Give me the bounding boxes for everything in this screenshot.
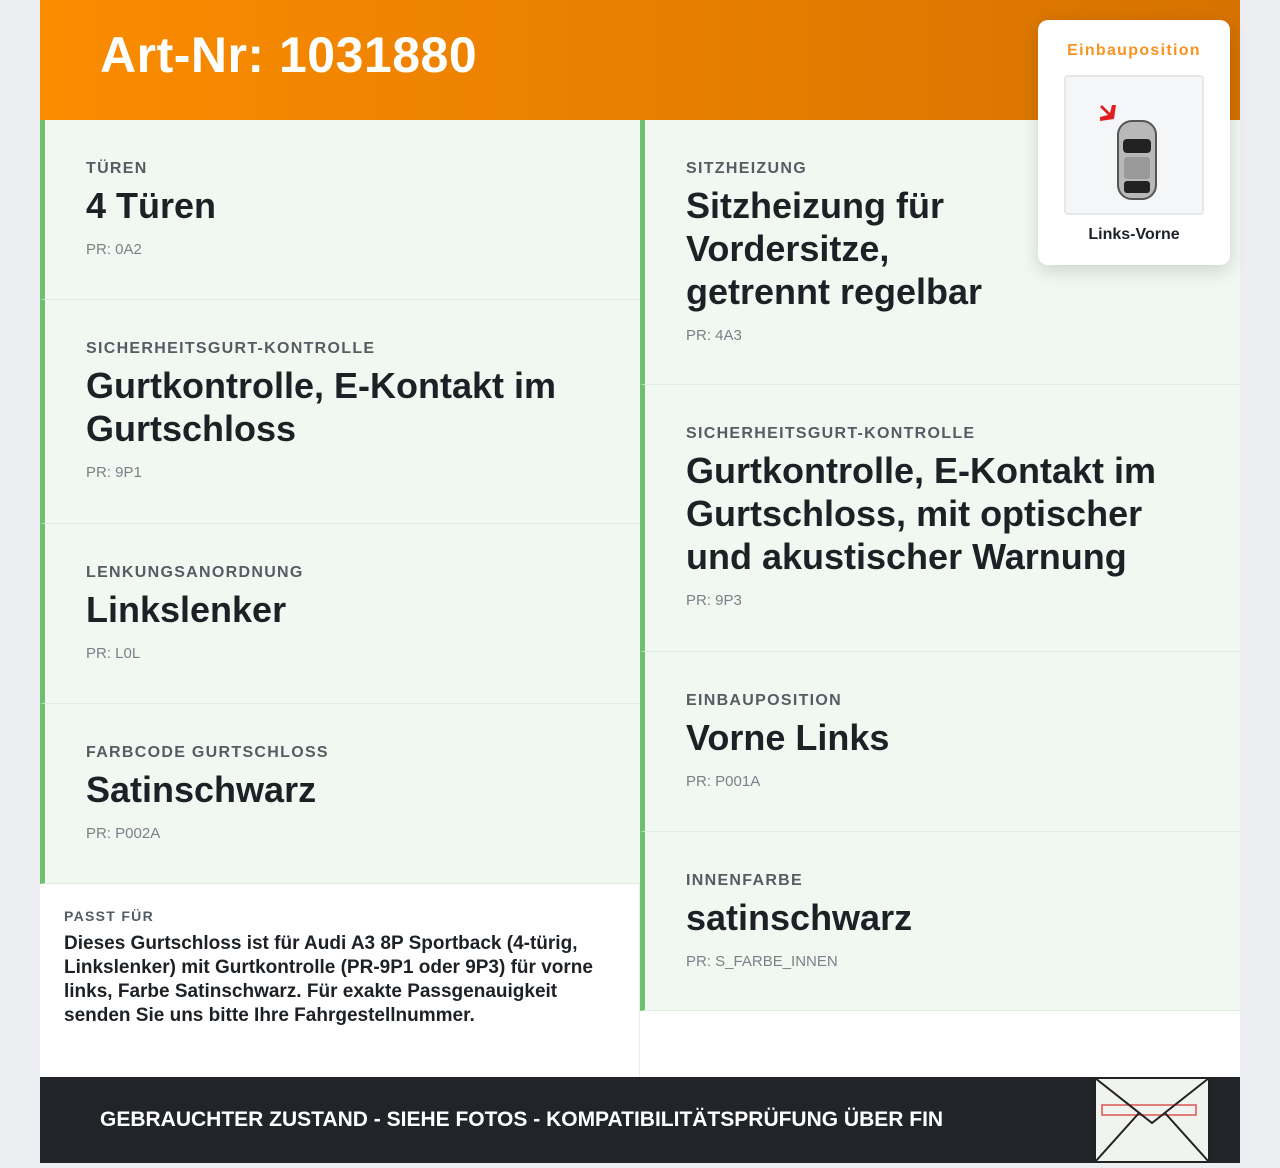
spec-value: Satinschwarz bbox=[86, 769, 317, 810]
spec-pr-code: PR: 4A3 bbox=[686, 327, 742, 344]
spec-label: EINBAUPOSITION bbox=[686, 692, 842, 709]
spec-card-belt-control-2 bbox=[640, 385, 1240, 652]
spec-label: FARBCODE GURTSCHLOSS bbox=[86, 744, 329, 761]
spec-pr-code: PR: P002A bbox=[86, 825, 161, 842]
spec-pr-code: PR: P001A bbox=[686, 773, 761, 790]
fits-label: PASST FÜR bbox=[64, 908, 154, 924]
spec-label: SICHERHEITSGURT-KONTROLLE bbox=[686, 425, 976, 442]
spec-label: INNENFARBE bbox=[686, 872, 804, 889]
position-caption: Links-Vorne bbox=[1088, 226, 1180, 243]
spec-card-belt-control bbox=[40, 300, 640, 524]
spec-pr-code: PR: S_FARBE_INNEN bbox=[686, 953, 838, 970]
spec-value: Gurtkontrolle, E-Kontakt im Gurtschloss bbox=[86, 365, 557, 449]
position-card bbox=[1038, 20, 1230, 265]
spec-card-color-code bbox=[40, 704, 640, 884]
spec-card-doors bbox=[40, 120, 640, 300]
spec-pr-code: PR: 9P1 bbox=[86, 464, 142, 481]
vin-envelope-image bbox=[1094, 1077, 1210, 1163]
fits-text: Dieses Gurtschloss ist für Audi A3 8P Sportback (4-türig, Linkslenker) mit Gurtkontrolle (PR-9P1 oder 9P3) für vorne links, Farbe Satinschwarz. Für exakte Passgenauigkeit senden Sie uns bitte Ihre Fahrgestellnummer. bbox=[64, 933, 593, 1026]
spec-value: satinschwarz bbox=[686, 897, 913, 938]
spec-pr-code: PR: 9P3 bbox=[686, 592, 742, 609]
footer-banner bbox=[40, 1077, 1240, 1163]
page bbox=[40, 0, 1240, 1163]
spec-pr-code: PR: L0L bbox=[86, 645, 141, 662]
spec-card-position bbox=[640, 652, 1240, 832]
spec-card-steering bbox=[40, 524, 640, 704]
spec-value: Sitzheizung für Vordersitze, getrennt regelbar bbox=[686, 185, 983, 312]
article-number: Art-Nr: 1031880 bbox=[100, 27, 478, 83]
spec-label: SITZHEIZUNG bbox=[686, 160, 807, 177]
car-position-image bbox=[1064, 75, 1204, 215]
spec-value: Vorne Links bbox=[686, 717, 890, 758]
spec-label: LENKUNGSANORDNUNG bbox=[86, 564, 304, 581]
position-title: Einbauposition bbox=[1067, 42, 1201, 59]
spec-pr-code: PR: 0A2 bbox=[86, 241, 142, 258]
spec-card-interior-color bbox=[640, 832, 1240, 1011]
spec-value: Gurtkontrolle, E-Kontakt im Gurtschloss, mit optischer und akustischer Warnung bbox=[686, 450, 1157, 577]
fits-section bbox=[40, 884, 640, 1077]
car-top-view-icon bbox=[1066, 77, 1202, 213]
spec-value: 4 Türen bbox=[86, 185, 217, 226]
spec-label: TÜREN bbox=[86, 160, 148, 177]
spec-value: Linkslenker bbox=[86, 589, 287, 630]
footer-text: GEBRAUCHTER ZUSTAND - SIEHE FOTOS - KOMPATIBILITÄTSPRÜFUNG ÜBER FIN bbox=[100, 1108, 944, 1131]
left-column bbox=[40, 120, 640, 1077]
envelope-icon bbox=[1094, 1077, 1210, 1163]
spec-label: SICHERHEITSGURT-KONTROLLE bbox=[86, 340, 376, 357]
